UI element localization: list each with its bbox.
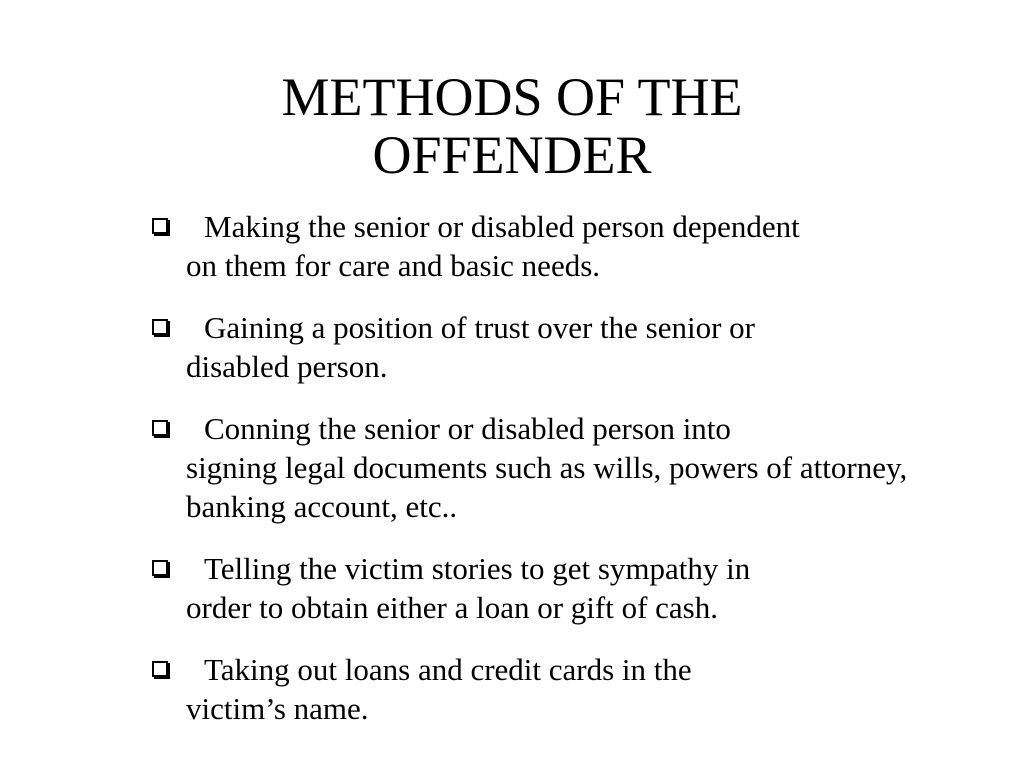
checkbox-square-icon [152, 661, 168, 677]
title-line-1: METHODS OF THE [281, 67, 743, 127]
slide-title [200, 68, 824, 184]
bullet-text-rest: order to obtain either a loan or gift of cash. [186, 590, 718, 625]
bullet-text-rest: disabled person. [186, 349, 388, 384]
bullet-item [148, 207, 988, 285]
bullet-text-first: Conning the senior or disabled person into [204, 411, 731, 446]
bullet-text-first: Gaining a position of trust over the senior or [204, 310, 756, 345]
bullet-text-first: Making the senior or disabled person dependent [204, 209, 800, 244]
bullet-text-rest: victim’s name. [186, 691, 369, 726]
checkbox-square-icon [152, 560, 168, 576]
bullet-text-rest: signing legal documents such as wills, powers of attorney, banking account, etc.. [186, 450, 908, 524]
bullet-text-rest: on them for care and basic needs. [186, 248, 601, 283]
checkbox-square-icon [152, 319, 168, 335]
bullet-item [148, 549, 988, 627]
checkbox-square-icon [152, 420, 168, 436]
bullet-item [148, 650, 988, 728]
bullet-item [148, 409, 988, 526]
checkbox-square-icon [152, 218, 168, 234]
bullet-text-first: Taking out loans and credit cards in the [204, 652, 692, 687]
title-line-2: OFFENDER [372, 125, 652, 185]
bullet-text-first: Telling the victim stories to get sympathy in [204, 551, 751, 586]
bullet-list [148, 207, 988, 751]
bullet-item [148, 308, 988, 386]
